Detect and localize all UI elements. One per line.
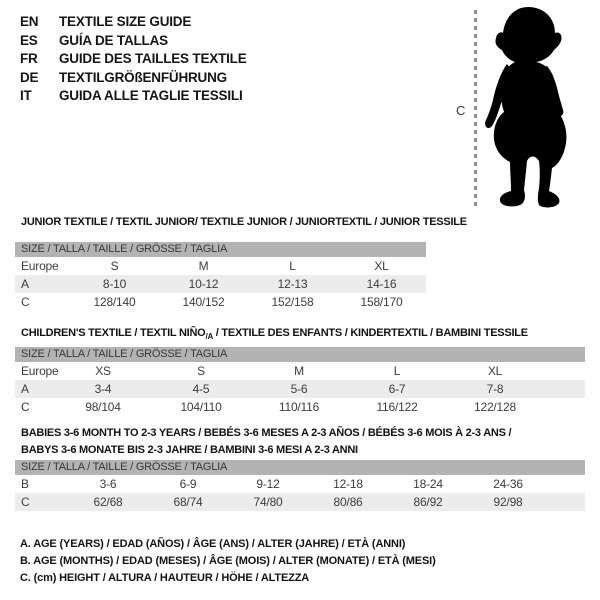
size-header-bar: SIZE / TALLA / TAILLE / GRÖSSE / TAGLIA xyxy=(15,460,585,475)
row-label: B xyxy=(21,477,29,491)
lang-code: IT xyxy=(20,88,32,104)
table-row xyxy=(15,493,585,511)
size-cell: 5-6 xyxy=(290,382,308,396)
junior-size-table xyxy=(15,242,426,311)
size-cell: 3-6 xyxy=(99,477,117,491)
size-cell: 116/122 xyxy=(376,400,418,414)
size-cell: L xyxy=(393,364,401,378)
babies-title-line-2: BABYS 3-6 MONATE BIS 2-3 JAHRE / BAMBINI 3-6 MESI A 2-3 ANNI xyxy=(21,444,358,456)
language-header xyxy=(20,13,247,106)
filler-cell xyxy=(544,380,585,398)
table-row xyxy=(15,475,585,493)
filler-cell xyxy=(544,398,585,416)
toddler-silhouette-image xyxy=(483,4,579,210)
size-cell: 92/98 xyxy=(493,495,523,509)
size-cell: XL xyxy=(487,364,503,378)
size-cell: 86/92 xyxy=(413,495,443,509)
filler-cell xyxy=(548,475,585,493)
size-cell: 12-18 xyxy=(333,477,363,491)
note-age-years: A. AGE (YEARS) / EDAD (AÑOS) / ÂGE (ANS) / ALTER (JAHRE) / ETÀ (ANNI) xyxy=(20,538,406,550)
note-age-months: B. AGE (MONTHS) / EDAD (MESES) / ÂGE (MOIS) / ALTER (MONATE) / ETÀ (MESI) xyxy=(20,555,436,567)
guide-title-fr: GUIDE DES TAILLES TEXTILE xyxy=(59,51,247,67)
children-section-title xyxy=(21,327,528,339)
size-cell: 6-7 xyxy=(388,382,406,396)
size-cell: S xyxy=(110,259,119,273)
size-cell: 158/170 xyxy=(360,295,403,309)
row-label: C xyxy=(21,400,30,414)
lang-code: ES xyxy=(20,32,38,48)
children-title-after: / TEXTILE DES ENFANTS / KINDERTEXTIL / BAMBINI TESSILE xyxy=(212,327,528,339)
size-header-bar: SIZE / TALLA / TAILLE / GRÖSSE / TAGLIA xyxy=(15,242,426,257)
row-label: Europe xyxy=(21,364,59,378)
note-height-cm: C. (cm) HEIGHT / ALTURA / HAUTEUR / HÖHE / ALTEZZA xyxy=(20,572,310,584)
size-cell: 9-12 xyxy=(256,477,280,491)
table-row xyxy=(15,362,585,380)
height-measure-label: C xyxy=(456,103,466,118)
row-label: C xyxy=(21,295,30,309)
filler-cell xyxy=(548,493,585,511)
size-cell: 68/74 xyxy=(173,495,203,509)
children-title-sub: /A xyxy=(205,331,213,341)
row-label: Europe xyxy=(21,259,59,273)
babies-section-title xyxy=(21,425,511,459)
lang-row-en xyxy=(20,13,247,32)
size-cell: 3-4 xyxy=(94,382,112,396)
children-size-table xyxy=(15,347,585,416)
row-label: A xyxy=(21,277,29,291)
size-cell: 6-9 xyxy=(179,477,197,491)
size-cell: 62/68 xyxy=(93,495,123,509)
size-cell: M xyxy=(198,259,209,273)
size-cell: 122/128 xyxy=(474,400,516,414)
height-dashed-line xyxy=(474,10,477,206)
size-cell: XS xyxy=(95,364,111,378)
size-cell: 98/104 xyxy=(85,400,121,414)
lang-row-it xyxy=(20,87,247,106)
size-cell: 10-12 xyxy=(188,277,219,291)
guide-title-en: TEXTILE SIZE GUIDE xyxy=(59,14,192,29)
row-label: A xyxy=(21,382,29,396)
size-header-bar: SIZE / TALLA / TAILLE / GRÖSSE / TAGLIA xyxy=(15,347,585,362)
table-row xyxy=(15,380,585,398)
guide-title-es: GUÍA DE TALLAS xyxy=(59,32,168,48)
size-cell: 74/80 xyxy=(253,495,283,509)
size-cell: M xyxy=(294,364,304,378)
lang-code: FR xyxy=(20,51,38,67)
table-row xyxy=(15,293,426,311)
size-cell: 4-5 xyxy=(192,382,210,396)
size-cell: 152/158 xyxy=(271,295,314,309)
size-cell: 80/86 xyxy=(333,495,363,509)
size-cell: 110/116 xyxy=(278,400,320,414)
size-cell: 128/140 xyxy=(93,295,136,309)
children-title-before: CHILDREN'S TEXTILE / TEXTIL NIÑO xyxy=(21,327,206,339)
lang-row-es xyxy=(20,32,247,51)
filler-cell xyxy=(544,362,585,380)
size-cell: 14-16 xyxy=(366,277,397,291)
size-cell: 140/152 xyxy=(182,295,225,309)
row-label: C xyxy=(21,495,30,509)
babies-title-line-1: BABIES 3-6 MONTH TO 2-3 YEARS / BEBÉS 3-6 MESES A 2-3 AÑOS / BÉBÉS 3-6 MOIS À 2-3 ANS / xyxy=(21,427,512,439)
lang-code: DE xyxy=(20,69,39,85)
size-cell: 7-8 xyxy=(486,382,504,396)
lang-row-fr xyxy=(20,50,247,69)
table-row xyxy=(15,257,426,275)
legend-notes xyxy=(20,536,436,587)
size-cell: 8-10 xyxy=(102,277,127,291)
size-cell: S xyxy=(197,364,205,378)
size-cell: 24-36 xyxy=(493,477,523,491)
size-cell: L xyxy=(289,259,296,273)
size-cell: 18-24 xyxy=(413,477,443,491)
size-cell: 104/110 xyxy=(180,400,222,414)
size-cell: 12-13 xyxy=(277,277,308,291)
table-row xyxy=(15,275,426,293)
table-row xyxy=(15,398,585,416)
guide-title-de: TEXTILGRÖßENFÜHRUNG xyxy=(59,69,227,85)
babies-size-table xyxy=(15,460,585,511)
size-cell: XL xyxy=(374,259,389,273)
junior-section-title: JUNIOR TEXTILE / TEXTIL JUNIOR/ TEXTILE JUNIOR / JUNIORTEXTIL / JUNIOR TESSILE xyxy=(21,216,467,228)
guide-title-it: GUIDA ALLE TAGLIE TESSILI xyxy=(59,88,243,104)
lang-row-de xyxy=(20,69,247,88)
lang-code: EN xyxy=(20,14,39,29)
